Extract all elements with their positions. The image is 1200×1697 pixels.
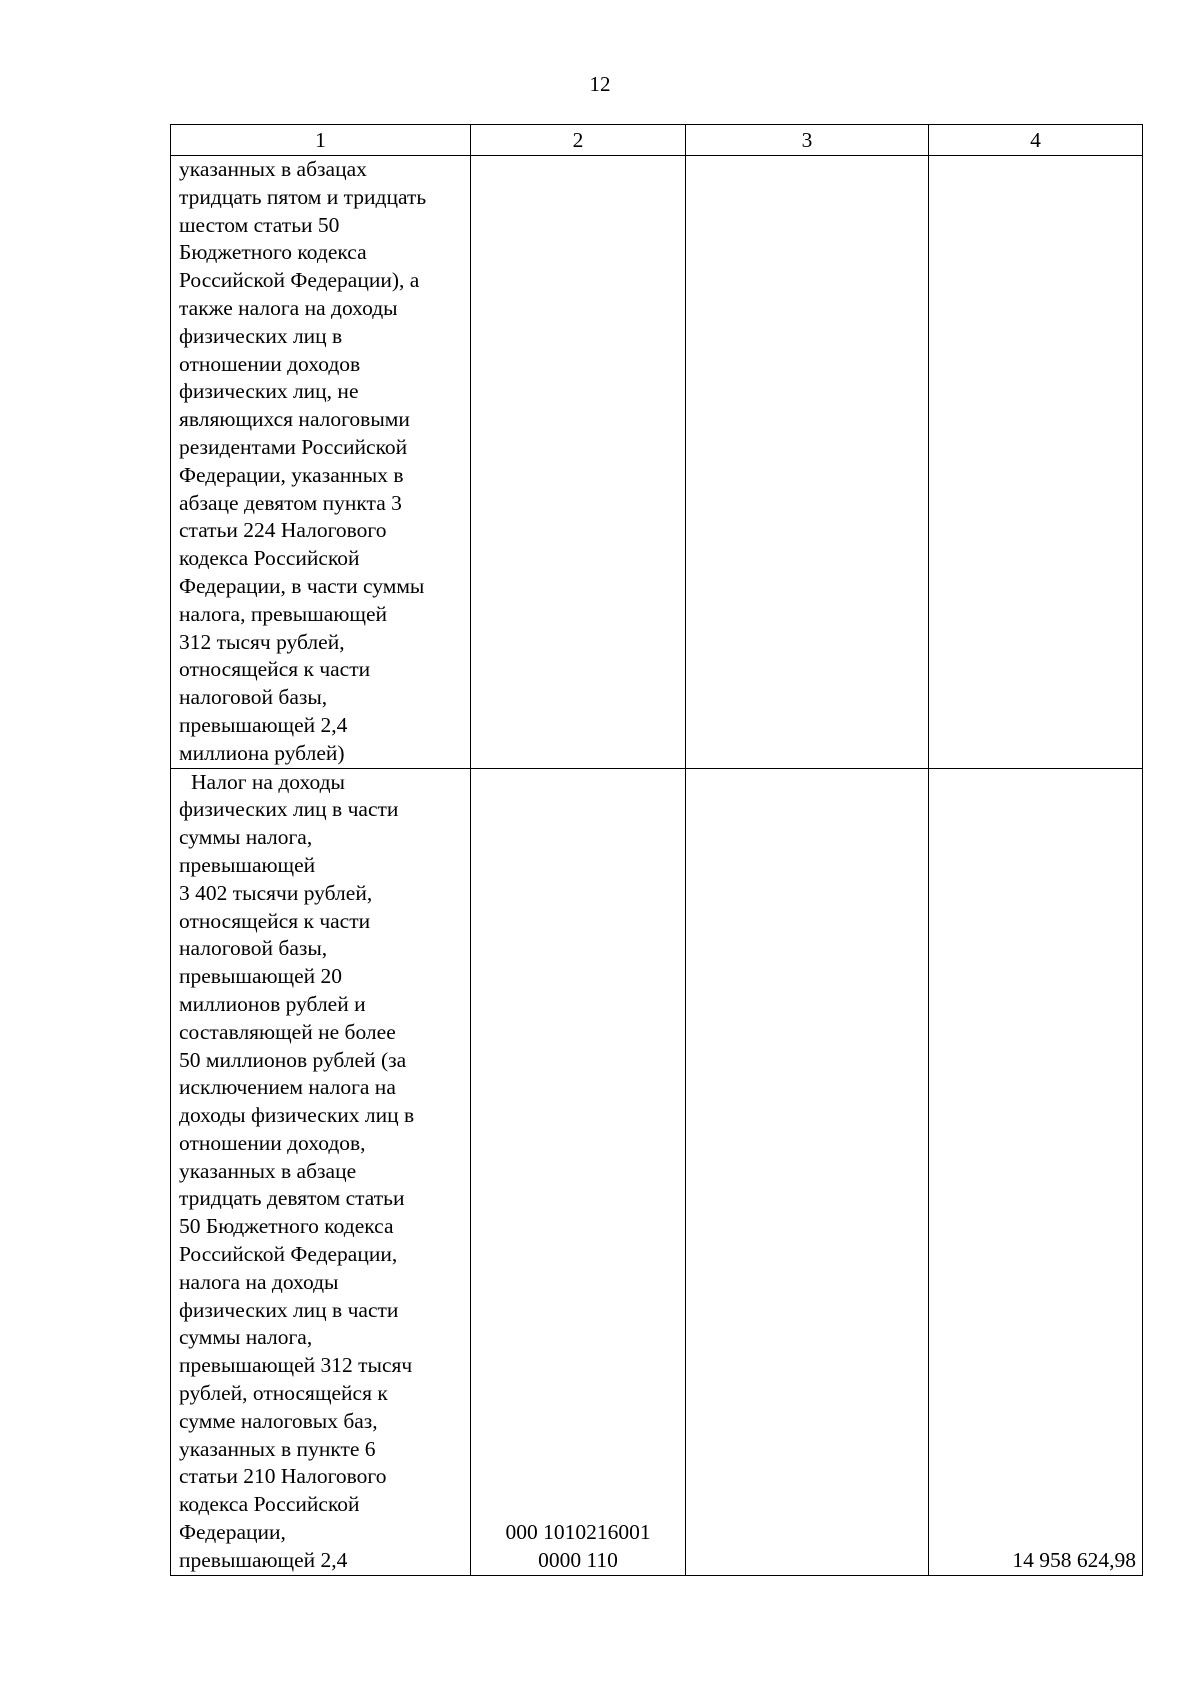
desc-line: шестом статьи 50	[179, 212, 340, 237]
desc-line: сумме налоговых баз,	[179, 1408, 378, 1433]
desc-line: налога на доходы	[179, 1269, 339, 1294]
desc-line: резидентами Российской	[179, 434, 408, 459]
desc-line: кодекса Российской	[179, 546, 360, 571]
desc-line: Российской Федерации), а	[179, 268, 420, 293]
row2-amount: 14 958 624,98	[1012, 1547, 1136, 1572]
desc-line: статьи 224 Налогового	[179, 518, 387, 543]
header-col-2: 2	[471, 125, 686, 156]
desc-line: миллионов рублей и	[179, 991, 366, 1016]
code-line-1: 000 1010216001	[505, 1520, 651, 1545]
row2-col3	[686, 768, 929, 1575]
desc-line: составляющей не более	[179, 1019, 396, 1044]
desc-line: налога, превышающей	[179, 601, 387, 626]
desc-line: суммы налога,	[179, 825, 313, 850]
desc-line: относящейся к части	[179, 908, 371, 933]
desc-line: доходы физических лиц в	[179, 1103, 415, 1128]
budget-table	[170, 124, 1143, 1576]
desc-line: кодекса Российской	[179, 1492, 360, 1517]
desc-line: физических лиц, не	[179, 379, 359, 404]
desc-line: Налог на доходы	[191, 769, 345, 794]
table-header-row	[171, 125, 1143, 156]
desc-line: являющихся налоговыми	[179, 407, 410, 432]
header-col-4: 4	[929, 125, 1143, 156]
desc-line: превышающей	[179, 852, 316, 877]
row1-amount	[929, 156, 1143, 769]
page-number: 12	[589, 72, 611, 96]
desc-line: Российской Федерации,	[179, 1242, 398, 1267]
row2-code	[471, 768, 686, 1575]
desc-line: налоговой базы,	[179, 936, 328, 961]
desc-line: физических лиц в части	[179, 797, 399, 822]
row1-col3	[686, 156, 929, 769]
table-row	[171, 156, 1143, 769]
desc-line: налоговой базы,	[179, 685, 328, 710]
desc-line: Федерации,	[179, 1520, 286, 1545]
desc-line: физических лиц в части	[179, 1297, 399, 1322]
desc-line: 50 Бюджетного кодекса	[179, 1214, 394, 1239]
desc-line: указанных в абзацах	[179, 157, 367, 181]
desc-line: физических лиц в	[179, 323, 343, 348]
desc-line: 312 тысяч рублей,	[179, 629, 345, 654]
desc-line: превышающей 20	[179, 964, 343, 989]
desc-line: также налога на доходы	[179, 295, 398, 320]
desc-line: исключением налога на	[179, 1075, 396, 1100]
desc-line: Бюджетного кодекса	[179, 240, 367, 265]
desc-line: превышающей 2,4	[179, 1547, 348, 1572]
desc-line: Федерации, в части суммы	[179, 573, 425, 598]
desc-line: тридцать пятом и тридцать	[179, 184, 427, 209]
row1-description	[171, 156, 471, 769]
desc-line: превышающей 312 тысяч	[179, 1353, 413, 1378]
table-row	[171, 768, 1143, 1575]
row2-amount-cell	[929, 768, 1143, 1575]
header-col-1: 1	[171, 125, 471, 156]
desc-line: статьи 210 Налогового	[179, 1464, 387, 1489]
code-line-2: 0000 110	[538, 1547, 618, 1572]
header-col-3: 3	[686, 125, 929, 156]
desc-line: Федерации, указанных в	[179, 462, 404, 487]
desc-line: отношении доходов,	[179, 1130, 366, 1155]
desc-line: указанных в абзаце	[179, 1158, 357, 1183]
desc-line: относящейся к части	[179, 657, 371, 682]
desc-line: абзаце девятом пункта 3	[179, 490, 402, 515]
desc-line: 50 миллионов рублей (за	[179, 1047, 407, 1072]
desc-line: отношении доходов	[179, 351, 361, 376]
desc-line: миллиона рублей)	[179, 740, 345, 765]
row1-code	[471, 156, 686, 769]
desc-line: тридцать девятом статьи	[179, 1186, 405, 1211]
desc-line: 3 402 тысячи рублей,	[179, 880, 373, 905]
desc-line: суммы налога,	[179, 1325, 313, 1350]
desc-line: рублей, относящейся к	[179, 1381, 388, 1406]
row2-description	[171, 768, 471, 1575]
desc-line: превышающей 2,4	[179, 712, 348, 737]
desc-line: указанных в пункте 6	[179, 1436, 376, 1461]
